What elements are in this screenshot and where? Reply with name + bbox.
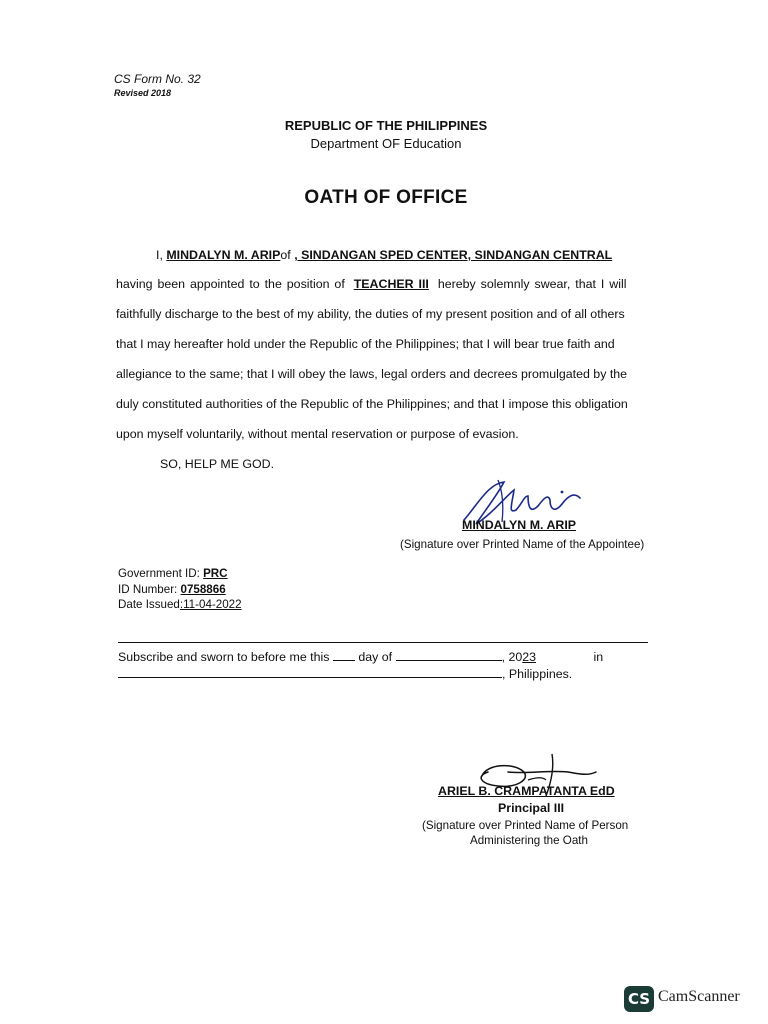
gov-id-value: PRC [203,567,228,580]
day-of-text: day of [358,650,393,664]
date-issued-row [118,598,242,611]
subscribe-line [118,649,603,664]
document-title: OATH OF OFFICE [304,187,468,208]
revision-note: Revised 2018 [114,88,172,98]
administering-printed-name: ARIEL B. CRAMPATANTA EdD [438,784,615,798]
id-number-value: 0758866 [180,583,226,596]
administering-position: Principal III [498,801,565,815]
department-heading: Department OF Education [310,136,462,151]
administering-caption-1: (Signature over Printed Name of Person [422,819,629,832]
in-word: in [593,650,604,664]
id-number-label: ID Number: [118,583,178,596]
appointee-name-inline: MINDALYN M. ARIP [166,248,281,262]
oath-line-1 [156,248,612,262]
philippines-text: , Philippines. [502,667,573,681]
year-suffix: 23 [522,650,537,664]
school-name: , SINDANGAN SPED CENTER, SINDANGAN CENTRAL [294,248,613,262]
form-number: CS Form No. 32 [114,72,201,86]
appointee-printed-name: MINDALYN M. ARIP [462,518,577,532]
oath-line-3: faithfully discharge to the best of my ability, the duties of my present position and of all others [116,307,625,321]
gov-id-label: Government ID: [118,567,200,580]
appointee-signature-caption: (Signature over Printed Name of the Appointee) [400,538,645,551]
oath-line-6: duly constituted authorities of the Republic of the Philippines; and that I impose this obligation [116,397,628,411]
oath-i-prefix: I, [156,248,163,262]
month-blank [396,649,502,661]
closing-phrase: SO, HELP ME GOD. [160,457,275,471]
oath-line-2 [116,277,626,291]
gov-id-row [118,567,228,580]
year-prefix: , 20 [501,650,523,664]
oath-line-4: that I may hereafter hold under the Republic of the Philippines; that I will bear true faith and [116,337,615,351]
date-issued-value: :11-04-2022 [179,598,242,611]
republic-heading: REPUBLIC OF THE PHILIPPINES [284,118,488,133]
id-number-row [118,583,226,596]
date-issued-label: Date Issued [118,598,180,611]
oath-line-2-suffix: hereby solemnly swear, that I will [437,277,627,291]
place-line [118,666,572,681]
oath-line-7: upon myself voluntarily, without mental reservation or purpose of evasion. [116,427,519,441]
place-blank [118,666,502,678]
camscanner-wordmark: CamScanner [658,988,740,1005]
administering-caption-2: Administering the Oath [470,834,588,847]
oath-line-2-prefix: having been appointed to the position of [116,277,345,291]
day-blank [333,649,355,661]
oath-of-word: of [280,248,291,262]
position-title: TEACHER III [353,277,429,291]
camscanner-logo-icon: CS [624,986,654,1012]
oath-line-5: allegiance to the same; that I will obey the laws, legal orders and decrees promulgated by the [116,367,628,381]
subscribe-text: Subscribe and sworn to before me this [118,650,330,664]
divider-line [118,642,648,643]
